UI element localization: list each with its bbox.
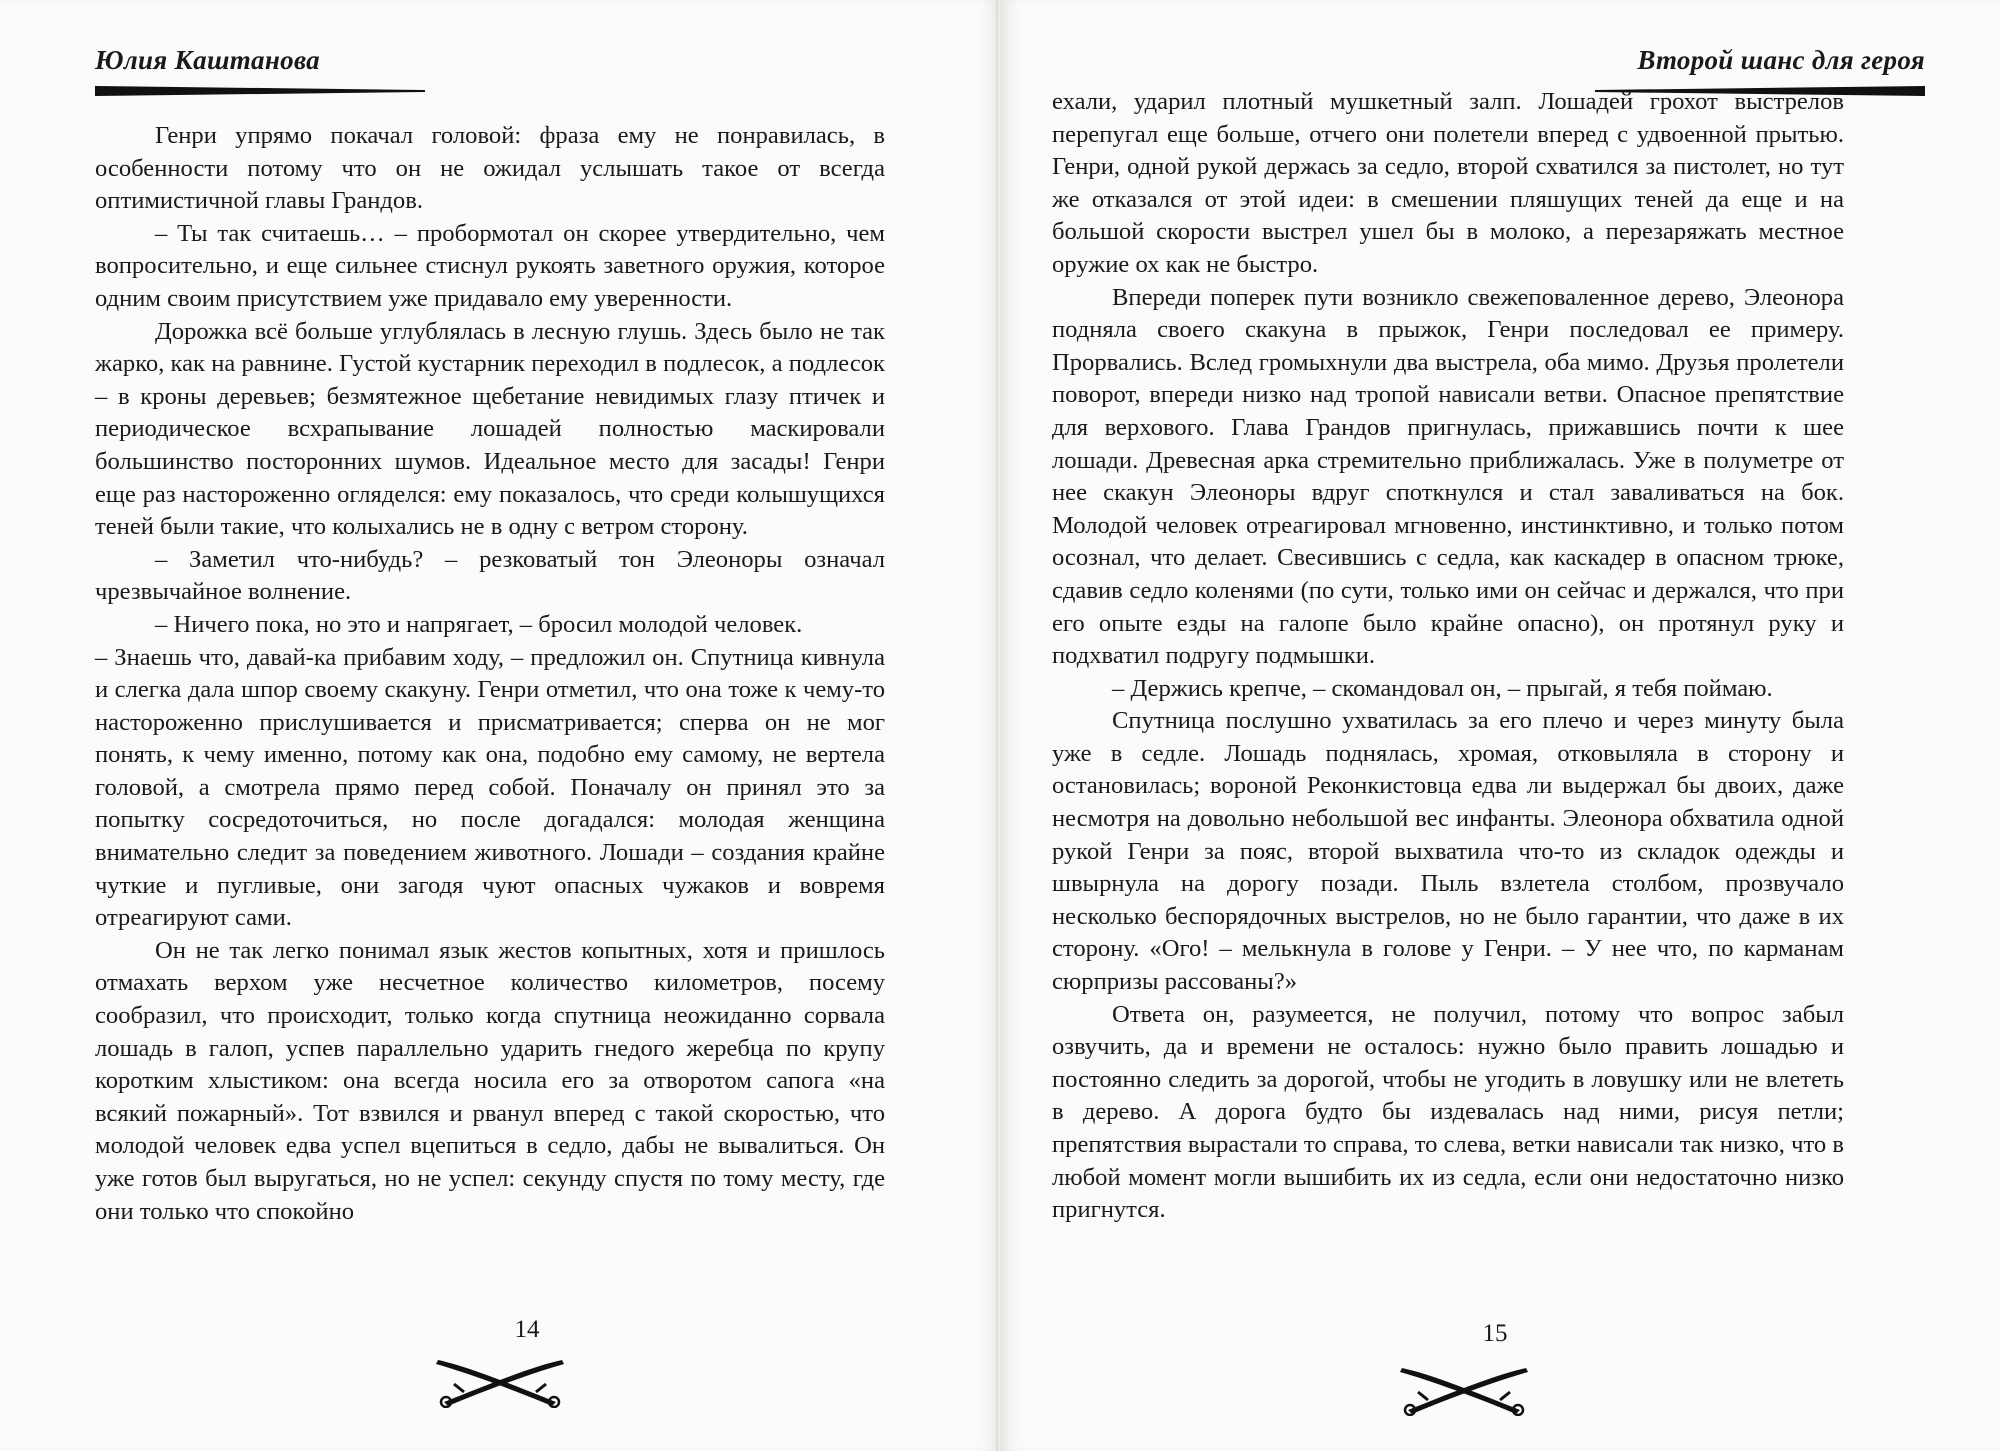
paragraph: Ответа он, разумеется, не получил, потому что вопрос забыл озвучить, да и времени не осталось: нужно было править лошадью и постоянно следить за дорогой, чтобы не угодить в ловушку или не влететь в дерево. А дорога будто бы издевалась над ними, рисуя петли; препятствия вырастали то справа, то слева, ветки нависали так низко, что в любой момент могли вышибить их из седла, если они недостаточно низко пригнутся.	[1052, 1000, 1844, 1224]
paragraph: Дорожка всё больше углублялась в лесную глушь. Здесь было не так жарко, как на равнине. Густой кустарник переходил в подлесок, а подлесок – в кроны деревьев; безмятежное щебетание невидимых глазу птичек и периодическое всхрапывание лошадей полностью маскировали большинство посторонних шумов. Идеальное место для засады! Генри еще раз настороженно огляделся: ему показалось, что среди колышущихся теней были такие, что колыхались не в одну с ветром сторону.	[95, 317, 885, 541]
paragraph: – Заметил что-нибудь? – резковатый тон Элеоноры означал чрезвычайное волнение.	[95, 545, 885, 606]
header-author-text: Юлия Каштанова	[95, 45, 320, 75]
header-title-text: Второй шанс для героя	[1637, 45, 1925, 75]
paragraph: ехали, ударил плотный мушкетный залп. Лошадей грохот выстрелов перепугал еще больше, отчего они полетели вперед с удвоенной прытью. Генри, одной рукой держась за седло, второй схватился за пистолет, но тут же отказался от этой идеи: в смешении пляшущих теней да еще и на большой скорости выстрел ушел бы в молоко, а перезаряжать местное оружие ох как не быстро.	[1052, 88, 1844, 278]
left-page-body	[95, 120, 885, 1228]
paragraph: – Знаешь что, давай-ка прибавим ходу, – предложил он. Спутница кивнула и слегка дала шпор своему скакуну. Генри отметил, что она тоже к чему-то настороженно прислушивается и присматривается; сперва он не мог понять, к чему именно, потому как она, подобно ему самому, не вертела головой, а смотрела прямо перед собой. Поначалу он принял это за попытку сосредоточиться, но после догадался: молодая женщина внимательно следит за поведением животного. Лошади – создания крайне чуткие и пугливые, они загодя чуют опасных чужаков и вовремя отреагируют сами.	[95, 643, 885, 932]
paragraph: – Ничего пока, но это и напрягает, – бросил молодой человек.	[155, 610, 803, 638]
right-page-body	[1052, 86, 1844, 1227]
right-page	[1000, 0, 2000, 1451]
crossed-sabers-icon	[1396, 1360, 1532, 1416]
paragraph: Он не так легко понимал язык жестов копытных, хотя и пришлось отмахать верхом уже несчетное количество километров, посему сообразил, что происходит, только когда спутница неожиданно сорвала лошадь в галоп, успев параллельно ударить гнедого жеребца по крупу коротким хлыстиком: она всегда носила его за отворотом сапога «на всякий пожарный». Тот взвился и рванул вперед с такой скоростью, что молодой человек едва успел вцепиться в седло, дабы не вывалиться. Он уже готов был выругаться, но не успел: секунду спустя по тому месту, где они только что спокойно	[95, 936, 885, 1225]
paragraph: – Держись крепче, – скомандовал он, – прыгай, я тебя поймаю.	[1112, 674, 1773, 702]
page-number: 15	[1482, 1320, 1508, 1347]
paragraph: – Ты так считаешь… – пробормотал он скорее утвердительно, чем вопросительно, и еще сильнее стиснул рукоять заветного оружия, которое одним своим присутствием уже придавало ему уверенности.	[95, 219, 885, 312]
paragraph: Генри упрямо покачал головой: фраза ему не понравилась, в особенности потому что он не ожидал услышать такое от всегда оптимистичной главы Грандов.	[95, 122, 885, 215]
paragraph: Впереди поперек пути возникло свежеповаленное дерево, Элеонора подняла своего скакуна в прыжок, Генри последовал ее примеру. Прорвались. Вслед громыхнули два выстрела, оба мимо. Друзья пролетели поворот, впереди низко над тропой нависали ветви. Опасное препятствие для верхового. Глава Грандов пригнулась, прижавшись почти к шее лошади. Древесная арка стремительно приближалась. Уже в полуметре от нее скакун Элеоноры вдруг споткнулся и стал заваливаться на бок. Молодой человек отреагировал мгновенно, инстинктивно, и только потом осознал, что делает. Свесившись с седла, как каскадер в опасном трюке, сдавив седло коленями (по сути, только ими он сейчас и держался, что при его опыте езды на галопе было крайне опасно), он протянул руку и подхватил подругу подмышки.	[1052, 283, 1844, 670]
crossed-sabers-icon	[432, 1352, 568, 1408]
paragraph: Спутница послушно ухватилась за его плечо и через минуту была уже в седле. Лошадь поднялась, хромая, отковыляла в сторону и остановилась; вороной Реконкистовца едва ли выдержал бы двоих, даже несмотря на довольно небольшой вес инфанты. Элеонора обхватила одной рукой Генри за пояс, второй выхватила что-то из складок одежды и швырнула на дорогу позади. Пыль взлетела столбом, прозвучало несколько беспорядочных выстрелов, но не было гарантии, что даже в их сторону. «Ого! – мелькнула в голове у Генри. – У нее что, по карманам сюрпризы рассованы?»	[1052, 707, 1844, 996]
header-rule	[95, 84, 425, 98]
page-number: 14	[514, 1316, 540, 1343]
